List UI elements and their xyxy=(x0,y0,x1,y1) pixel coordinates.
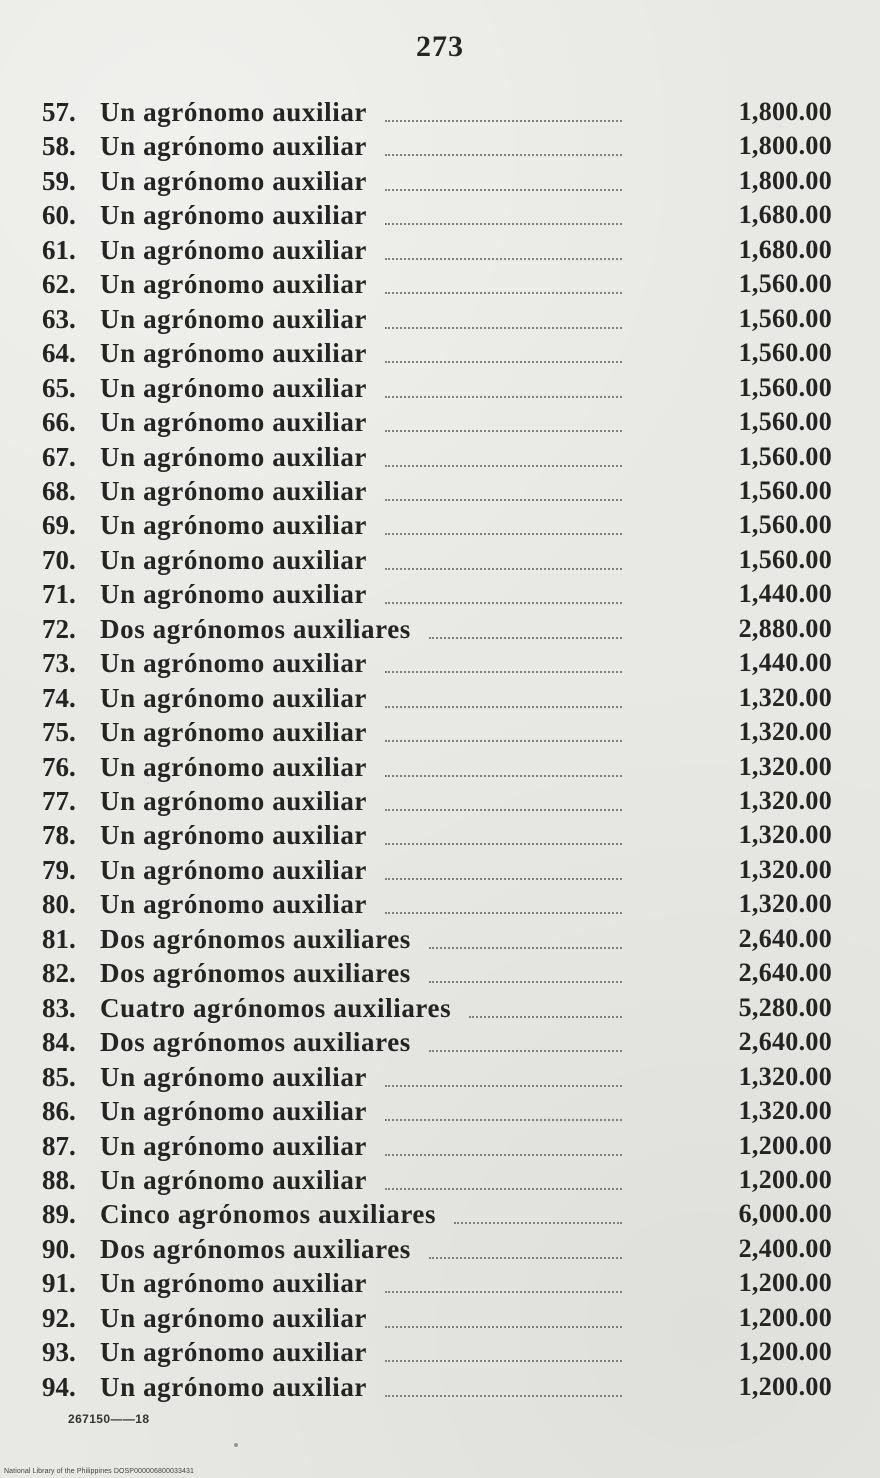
entry-number: 68. xyxy=(42,475,76,506)
entry-number: 59. xyxy=(42,165,76,196)
budget-entry-row xyxy=(42,853,832,887)
dotted-leader xyxy=(385,705,622,708)
entry-amount: 1,560.00 xyxy=(738,475,832,505)
budget-entry-row xyxy=(42,1129,832,1163)
dotted-leader xyxy=(385,153,622,156)
budget-entry-row xyxy=(42,267,832,301)
entry-number: 65. xyxy=(42,372,76,403)
dotted-leader xyxy=(385,464,622,467)
entry-number: 72. xyxy=(42,613,76,644)
entry-number: 61. xyxy=(42,234,76,265)
budget-entry-row xyxy=(42,405,832,439)
entry-number: 76. xyxy=(42,751,76,782)
entry-amount: 1,200.00 xyxy=(738,1302,832,1332)
entry-description: Un agrónomo auxiliar xyxy=(100,269,368,300)
budget-entry-row xyxy=(42,1163,832,1197)
dotted-leader xyxy=(385,188,622,191)
entry-amount: 2,880.00 xyxy=(738,613,832,643)
dotted-leader xyxy=(385,1290,622,1293)
entry-amount: 1,200.00 xyxy=(738,1130,832,1160)
budget-entry-row xyxy=(42,508,832,542)
entry-description: Dos agrónomos auxiliares xyxy=(100,923,411,954)
entry-description: Un agrónomo auxiliar xyxy=(100,1130,368,1161)
entry-number: 57. xyxy=(42,97,76,127)
budget-entry-row xyxy=(42,646,832,680)
entry-number: 70. xyxy=(42,544,76,575)
entry-amount: 6,000.00 xyxy=(738,1199,832,1229)
dotted-leader xyxy=(429,1256,622,1259)
dotted-leader xyxy=(385,1394,622,1397)
dotted-leader xyxy=(429,636,622,639)
entry-amount: 2,400.00 xyxy=(738,1233,832,1263)
entry-number: 69. xyxy=(42,510,76,541)
budget-entry-row xyxy=(42,1370,832,1404)
entry-amount: 1,560.00 xyxy=(738,303,832,333)
budget-entry-row xyxy=(42,474,832,508)
dotted-leader xyxy=(385,911,622,914)
entry-number: 86. xyxy=(42,1096,76,1127)
dotted-leader xyxy=(385,601,622,604)
entry-number: 58. xyxy=(42,131,76,162)
dotted-leader xyxy=(385,498,622,501)
entry-number: 94. xyxy=(42,1371,76,1402)
entry-amount: 1,680.00 xyxy=(738,200,832,230)
dotted-leader xyxy=(385,808,622,811)
entry-number: 80. xyxy=(42,889,76,920)
entry-amount: 1,200.00 xyxy=(738,1337,832,1367)
entry-amount: 1,320.00 xyxy=(738,786,832,815)
entry-amount: 1,440.00 xyxy=(738,648,832,678)
entry-description: Un agrónomo auxiliar xyxy=(100,510,368,541)
budget-entry-row xyxy=(42,887,832,921)
entry-description: Un agrónomo auxiliar xyxy=(100,1302,368,1333)
entry-description: Un agrónomo auxiliar xyxy=(100,97,368,127)
entry-description: Dos agrónomos auxiliares xyxy=(100,613,411,644)
dotted-leader xyxy=(385,326,622,329)
entry-description: Un agrónomo auxiliar xyxy=(100,234,368,265)
budget-entry-row xyxy=(42,1025,832,1059)
entry-description: Un agrónomo auxiliar xyxy=(100,682,368,713)
dotted-leader xyxy=(429,1049,622,1052)
entry-amount: 1,800.00 xyxy=(738,97,832,126)
entry-amount: 1,200.00 xyxy=(738,1268,832,1298)
budget-entry-row xyxy=(42,922,832,956)
entry-description: Cuatro agrónomos auxiliares xyxy=(100,992,452,1023)
budget-entry-row xyxy=(42,371,832,405)
entry-number: 77. xyxy=(42,786,76,816)
budget-entry-row xyxy=(42,956,832,990)
entry-number: 93. xyxy=(42,1337,76,1368)
budget-entry-row xyxy=(42,95,832,129)
entry-amount: 1,320.00 xyxy=(738,820,832,850)
budget-entry-row xyxy=(42,164,832,198)
entry-number: 88. xyxy=(42,1164,76,1195)
budget-entry-row xyxy=(42,991,832,1025)
budget-entry-row xyxy=(42,1094,832,1128)
entry-number: 78. xyxy=(42,820,76,851)
budget-entry-row xyxy=(42,233,832,267)
entry-amount: 1,560.00 xyxy=(738,372,832,402)
dotted-leader xyxy=(385,1359,622,1362)
entry-number: 62. xyxy=(42,269,76,300)
dotted-leader xyxy=(469,1015,622,1018)
entry-description: Un agrónomo auxiliar xyxy=(100,1337,368,1368)
entry-description: Un agrónomo auxiliar xyxy=(100,820,368,851)
entry-description: Un agrónomo auxiliar xyxy=(100,648,368,679)
dotted-leader xyxy=(429,946,622,949)
entry-amount: 1,320.00 xyxy=(738,854,832,884)
budget-entry-row xyxy=(42,198,832,232)
budget-entry-row xyxy=(42,681,832,715)
entry-number: 67. xyxy=(42,441,76,472)
budget-entry-row xyxy=(42,715,832,749)
entry-amount: 5,280.00 xyxy=(738,992,832,1022)
dotted-leader xyxy=(385,395,622,398)
entry-number: 87. xyxy=(42,1130,76,1161)
budget-entry-row xyxy=(42,543,832,577)
entry-amount: 2,640.00 xyxy=(738,923,832,953)
entry-amount: 1,320.00 xyxy=(738,751,832,781)
entry-description: Un agrónomo auxiliar xyxy=(100,544,368,575)
entry-amount: 1,560.00 xyxy=(738,338,832,368)
entry-description: Un agrónomo auxiliar xyxy=(100,1268,368,1299)
dotted-leader xyxy=(385,291,622,294)
dotted-leader xyxy=(385,1118,622,1121)
entry-amount: 1,320.00 xyxy=(738,1096,832,1126)
entry-amount: 1,320.00 xyxy=(738,717,832,747)
dotted-leader xyxy=(454,1221,622,1224)
budget-entry-row xyxy=(42,750,832,784)
entry-number: 82. xyxy=(42,958,76,989)
entry-description: Un agrónomo auxiliar xyxy=(100,475,368,506)
entry-number: 60. xyxy=(42,200,76,231)
entry-number: 66. xyxy=(42,407,76,438)
page-number: 273 xyxy=(416,30,464,63)
dotted-leader xyxy=(385,877,622,880)
dotted-leader xyxy=(385,222,622,225)
entry-description: Dos agrónomos auxiliares xyxy=(100,1233,411,1264)
entry-description: Un agrónomo auxiliar xyxy=(100,441,368,472)
entry-amount: 2,640.00 xyxy=(738,1027,832,1057)
entry-amount: 1,560.00 xyxy=(738,441,832,471)
entry-number: 63. xyxy=(42,303,76,334)
dotted-leader xyxy=(385,532,622,535)
entry-number: 92. xyxy=(42,1302,76,1333)
entry-description: Un agrónomo auxiliar xyxy=(100,751,368,782)
budget-entry-row xyxy=(42,302,832,336)
budget-entry-row xyxy=(42,577,832,611)
entry-number: 83. xyxy=(42,992,76,1023)
entry-description: Un agrónomo auxiliar xyxy=(100,338,368,369)
entry-number: 79. xyxy=(42,854,76,885)
entry-description: Un agrónomo auxiliar xyxy=(100,407,368,438)
entry-description: Un agrónomo auxiliar xyxy=(100,1371,368,1402)
dotted-leader xyxy=(385,257,622,260)
entry-description: Un agrónomo auxiliar xyxy=(100,1061,368,1092)
budget-entry-row xyxy=(42,1232,832,1266)
dotted-leader xyxy=(385,1187,622,1190)
entry-description: Dos agrónomos auxiliares xyxy=(100,958,411,989)
entry-number: 81. xyxy=(42,923,76,954)
budget-entry-row xyxy=(42,1197,832,1231)
budget-entry-row xyxy=(42,612,832,646)
budget-entry-row xyxy=(42,784,832,818)
entry-number: 85. xyxy=(42,1061,76,1092)
entry-amount: 1,320.00 xyxy=(738,1061,832,1091)
budget-entry-row xyxy=(42,1266,832,1300)
entry-description: Un agrónomo auxiliar xyxy=(100,131,368,162)
library-watermark-text: National Library of the Philippines DOSP000006800033431 xyxy=(4,1468,194,1475)
entry-number: 64. xyxy=(42,338,76,369)
entry-number: 74. xyxy=(42,682,76,713)
entry-amount: 1,320.00 xyxy=(738,889,832,919)
dotted-leader xyxy=(429,980,622,983)
entry-number: 89. xyxy=(42,1199,76,1230)
entry-description: Cinco agrónomos auxiliares xyxy=(100,1199,437,1230)
dotted-leader xyxy=(385,774,622,777)
budget-entry-row xyxy=(42,336,832,370)
budget-entry-row xyxy=(42,129,832,163)
entry-amount: 1,440.00 xyxy=(738,579,832,609)
entry-description: Un agrónomo auxiliar xyxy=(100,854,368,885)
entry-description: Un agrónomo auxiliar xyxy=(100,372,368,403)
entry-amount: 1,200.00 xyxy=(738,1371,832,1401)
entry-description: Un agrónomo auxiliar xyxy=(100,303,368,334)
dotted-leader xyxy=(385,670,622,673)
entry-description: Un agrónomo auxiliar xyxy=(100,786,368,816)
entry-description: Un agrónomo auxiliar xyxy=(100,889,368,920)
footer-code: 267150——18 xyxy=(68,1412,150,1426)
entry-description: Dos agrónomos auxiliares xyxy=(100,1027,411,1058)
entry-amount: 1,560.00 xyxy=(738,269,832,299)
entry-amount: 1,320.00 xyxy=(738,682,832,712)
entry-description: Un agrónomo auxiliar xyxy=(100,165,368,196)
entry-number: 84. xyxy=(42,1027,76,1058)
entry-number: 75. xyxy=(42,717,76,748)
budget-entry-row xyxy=(42,1335,832,1369)
entry-number: 71. xyxy=(42,579,76,610)
dotted-leader xyxy=(385,567,622,570)
entry-number: 90. xyxy=(42,1233,76,1264)
entry-description: Un agrónomo auxiliar xyxy=(100,1164,368,1195)
entry-description: Un agrónomo auxiliar xyxy=(100,579,368,610)
budget-entry-row xyxy=(42,818,832,852)
entry-description: Un agrónomo auxiliar xyxy=(100,1096,368,1127)
budget-entry-row xyxy=(42,440,832,474)
dotted-leader xyxy=(385,429,622,432)
entry-amount: 1,560.00 xyxy=(738,407,832,437)
dotted-leader xyxy=(385,1153,622,1156)
entry-amount: 1,200.00 xyxy=(738,1164,832,1194)
dotted-leader xyxy=(385,1325,622,1328)
entry-number: 91. xyxy=(42,1268,76,1299)
entry-amount: 1,560.00 xyxy=(738,544,832,574)
entry-description: Un agrónomo auxiliar xyxy=(100,717,368,748)
entry-amount: 2,640.00 xyxy=(738,958,832,988)
entry-amount: 1,560.00 xyxy=(738,510,832,540)
paper-speck xyxy=(234,1443,238,1447)
budget-entry-row xyxy=(42,1301,832,1335)
entry-number: 73. xyxy=(42,648,76,679)
dotted-leader xyxy=(385,360,622,363)
dotted-leader xyxy=(385,1084,622,1087)
budget-entry-row xyxy=(42,1060,832,1094)
dotted-leader xyxy=(385,119,622,122)
entry-amount: 1,800.00 xyxy=(738,131,832,161)
entry-amount: 1,800.00 xyxy=(738,165,832,195)
entry-amount: 1,680.00 xyxy=(738,234,832,264)
entry-description: Un agrónomo auxiliar xyxy=(100,200,368,231)
dotted-leader xyxy=(385,842,622,845)
dotted-leader xyxy=(385,739,622,742)
